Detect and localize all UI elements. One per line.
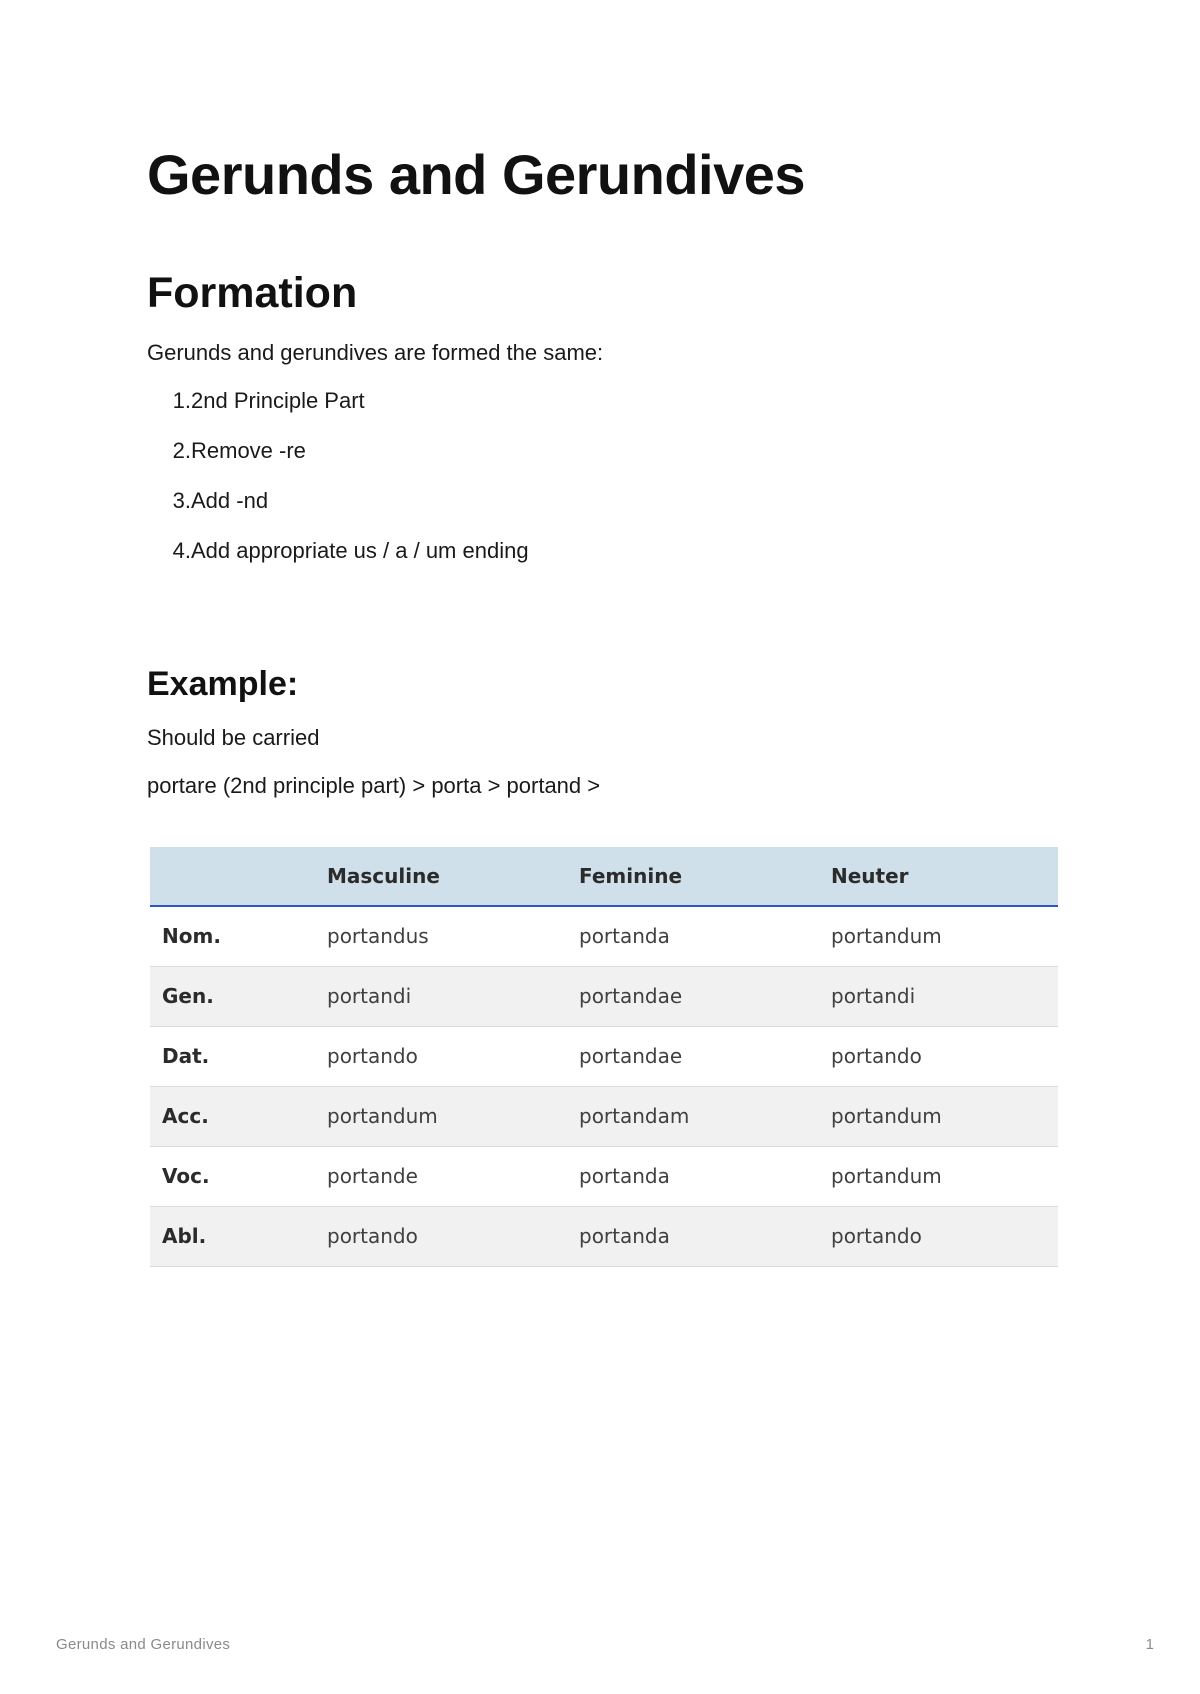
neuter-cell: portandum (831, 924, 942, 949)
step-number: 4. (172, 538, 191, 563)
neuter-cell: portando (831, 1044, 922, 1068)
masculine-cell: portandum (327, 1104, 438, 1128)
table-row (150, 966, 1058, 1026)
footer-document-title: Gerunds and Gerundives (56, 1636, 231, 1653)
feminine-cell: portandam (579, 1104, 690, 1128)
case-label: Dat. (162, 1044, 210, 1068)
masculine-cell: portande (327, 1164, 418, 1188)
example-meaning: Should be carried (147, 725, 320, 750)
step-text: Add -nd (191, 488, 269, 513)
header-feminine: Feminine (567, 847, 819, 906)
table-row (150, 1146, 1058, 1206)
step-text: 2nd Principle Part (191, 388, 365, 413)
list-item (147, 488, 529, 538)
neuter-cell: portandum (831, 1104, 942, 1128)
neuter-cell: portandum (831, 1164, 942, 1188)
header-masculine: Masculine (315, 847, 567, 906)
case-label: Acc. (162, 1104, 209, 1128)
feminine-cell: portandae (579, 1044, 683, 1068)
masculine-cell: portando (327, 1044, 418, 1068)
masculine-cell: portando (327, 1224, 418, 1248)
list-item (147, 438, 529, 488)
case-label: Nom. (162, 924, 221, 949)
table-row (150, 1086, 1058, 1146)
masculine-cell: portandus (327, 924, 429, 949)
step-number: 3. (172, 488, 191, 513)
step-text: Add appropriate us / a / um ending (191, 538, 529, 563)
example-heading: Example: (147, 665, 299, 703)
footer-page-number: 1 (1145, 1636, 1154, 1653)
document-title: Gerunds and Gerundives (147, 143, 806, 206)
list-item (147, 538, 529, 588)
declension-table (150, 847, 1058, 1267)
table-row (150, 906, 1058, 966)
formation-intro: Gerunds and gerundives are formed the same: (147, 340, 604, 365)
list-item (147, 388, 529, 438)
case-label: Abl. (162, 1224, 207, 1248)
formation-steps-list (147, 388, 529, 588)
masculine-cell: portandi (327, 984, 412, 1008)
header-neuter: Neuter (819, 847, 1058, 906)
neuter-cell: portandi (831, 984, 916, 1008)
table-header-row (150, 847, 1058, 906)
feminine-cell: portanda (579, 1164, 670, 1188)
feminine-cell: portanda (579, 924, 670, 949)
case-label: Gen. (162, 984, 214, 1008)
example-derivation: portare (2nd principle part) > porta > portand > (147, 773, 601, 798)
neuter-cell: portando (831, 1224, 922, 1248)
formation-heading: Formation (147, 269, 358, 317)
step-number: 1. (172, 388, 191, 413)
feminine-cell: portandae (579, 984, 683, 1008)
table-row (150, 1206, 1058, 1266)
feminine-cell: portanda (579, 1224, 670, 1248)
header-case (150, 847, 315, 906)
table-row (150, 1026, 1058, 1086)
step-text: Remove -re (191, 438, 306, 463)
case-label: Voc. (162, 1164, 210, 1188)
step-number: 2. (172, 438, 191, 463)
